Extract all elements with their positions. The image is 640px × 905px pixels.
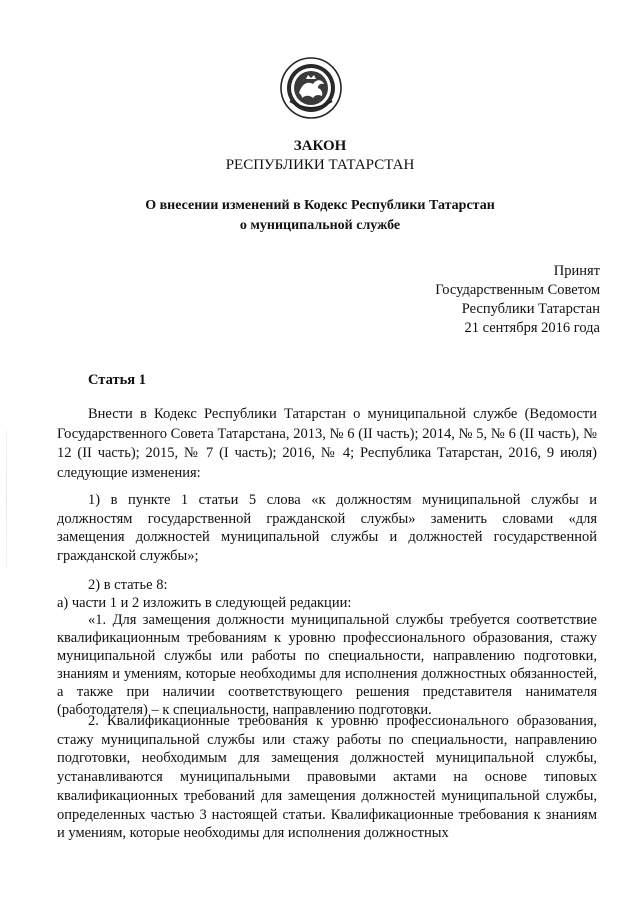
paragraph-quote-2: 2. Квалификационные требования к уровню профессионального образования, стажу муниципальной службы или стажу работы по специальности, направлению подготовки, необходимым для замещения должностей муниципальной службы, устанавливаются муниципальными правовыми актами на основе типовых квалификационных требований для замещения должностей муниципальной службы, определенных частью 3 настоящей статьи. Квалификационные требования к знаниям и умениям, которые необходимы для исполнения должностных [57, 713, 597, 842]
paragraph-intro: Внести в Кодекс Республики Татарстан о муниципальной службе (Ведомости Государственного Совета Татарстана, 2013, № 6 (II часть); 2014, № 5, № 6 (II часть), № 12 (II часть); 2015, № 7 (I часть); 2016, № 4; Республика Татарстан, 2016, 9 июля) следующие изменения: [57, 406, 597, 481]
adoption-line-1: Принят [553, 263, 600, 279]
republic-name: РЕСПУБЛИКИ ТАТАРСТАН [225, 157, 415, 173]
law-subject-line-1: О внесении изменений в Кодекс Республики Татарстан [145, 198, 495, 213]
paragraph-item-2a: а) части 1 и 2 изложить в следующей редакции: [57, 595, 352, 611]
law-title: ЗАКОН [293, 138, 347, 154]
adoption-date: 21 сентября 2016 года [464, 320, 600, 336]
adoption-line-2: Государственным Советом [435, 282, 600, 298]
adoption-line-3: Республики Татарстан [461, 301, 600, 317]
law-subject-line-2: о муниципальной службе [239, 218, 401, 233]
scan-edge-mark [6, 430, 7, 570]
coat-of-arms-icon [280, 57, 342, 119]
paragraph-item-2: 2) в статье 8: [88, 577, 168, 593]
paragraph-item-1: 1) в пункте 1 статьи 5 слова «к должностям муниципальной службы и должностям государственной гражданской службы» заменить словами «для замещения должностей муниципальной службы и должностей государственной гражданской службы»; [57, 492, 597, 564]
adoption-block [435, 262, 600, 338]
paragraph-quote-1: «1. Для замещения должности муниципальной службы требуется соответствие квалификационным требованиям к уровню профессионального образования, стажу муниципальной службы или работы по специальности, направлению подготовки, знаниям и умениям, которые необходимы для исполнения должностных обязанностей, а также при наличии соответствующего решения представителя нанимателя (работодателя) – к специальности, направлению подготовки. [57, 612, 597, 718]
article-heading: Статья 1 [88, 372, 146, 388]
